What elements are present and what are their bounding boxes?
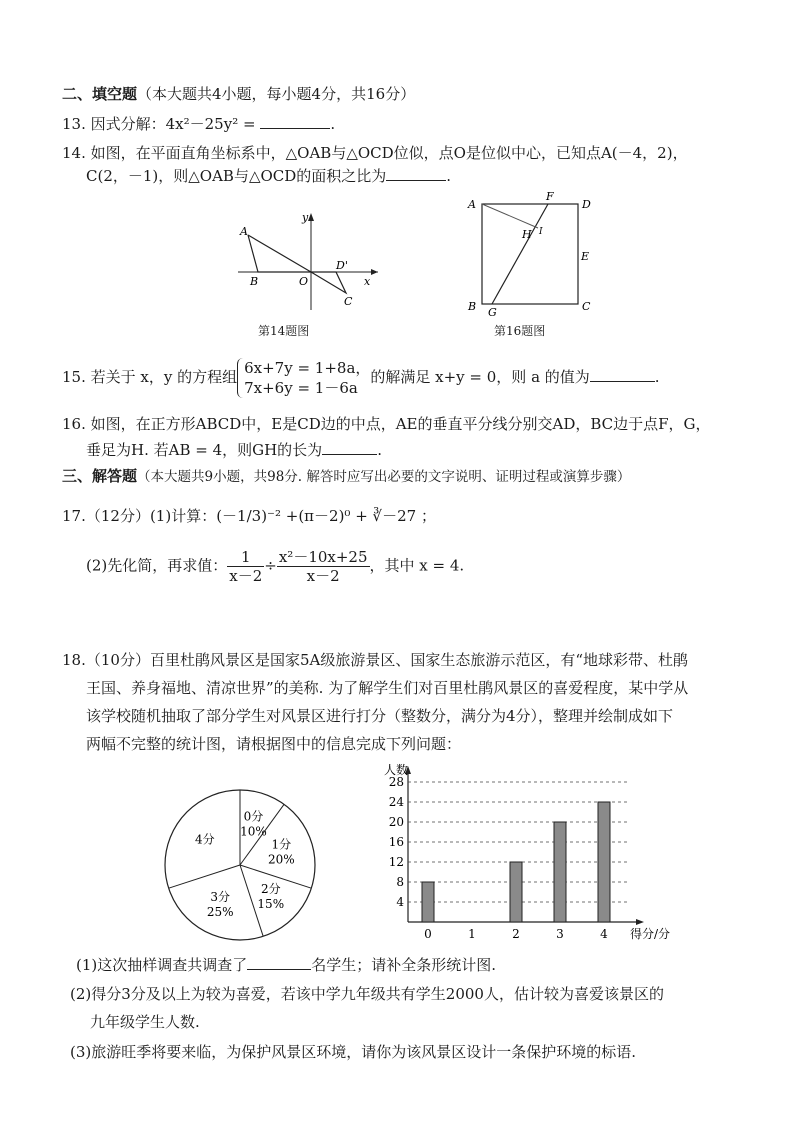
section3-header [62,466,630,487]
pie-slice-label-1: 1分 [271,837,292,852]
bar-2 [510,862,522,922]
bar-ytick-6: 28 [388,775,404,789]
q16-label-i: I [539,227,543,237]
bar-chart [360,760,671,950]
q18-sub1-b: 名学生；请补全条形统计图. [311,956,497,974]
q14-label-d: D' [336,259,348,272]
bar-ytick-5: 24 [388,795,404,809]
pie-slice-label-4: 4分 [194,832,215,847]
q17-frac1-num: 1 [227,548,264,567]
pie-slice-percent-1: 20% [268,852,295,867]
pie-slice-label-0: 0分 [243,809,264,824]
bar-0 [422,882,434,922]
x-axis-arrow [371,269,378,275]
q14-label-x: x [364,275,371,288]
q17-part2-prefix: (2)先化简，再求值： [86,556,228,575]
section2-note: （本大题共4小题，每小题4分，共16分） [137,85,416,103]
q14-label-c: C [344,295,353,308]
q18-line4: 两幅不完整的统计图，请根据图中的信息完成下列问题： [86,735,462,753]
section2-title: 二、填空题 [62,85,138,103]
bar-ytick-4: 20 [388,815,404,829]
q17-frac2-num: x²－10x+25 [278,548,368,566]
bar-y-label: 人数 [384,763,409,777]
pie-slice-label-2: 2分 [260,881,281,896]
q15-eq1: 6x+7y = 1+8a， [244,359,371,377]
q13-text: 13. 因式分解：4x²－25y² = [62,115,256,133]
q18-line2: 王国、养身福地、清凉世界”的美称. 为了解学生们对百里杜鹃风景区的喜爱程度，某中学从 [86,679,689,697]
q17-part2 [86,548,464,585]
bar-xtick-0: 0 [424,927,432,941]
q17-part1-prefix: 17.（12分）(1)计算： [62,507,217,525]
square-abcd [482,204,578,304]
q13-answer-blank[interactable] [260,114,330,129]
q18-sub1 [76,955,496,975]
q17-part1-expr: (－1/3)⁻² +(π－2)⁰ + ∛－27 ； [216,507,436,525]
q17-frac2 [277,548,370,585]
q14-line2-text: C(2，－1)，则△OAB与△OCD的面积之比为 [86,167,387,185]
q14-line2: C(2，－1)，则△OAB与△OCD的面积之比为 . [86,167,452,185]
q17-frac2-den: x－2 [306,567,340,585]
pie-slice-percent-2: 15% [257,896,285,911]
q14-figure [228,205,388,315]
bar-3 [554,822,566,922]
bar-xtick-3: 3 [556,927,564,941]
q18-line1: 18.（10分）百里杜鹃风景区是国家5A级旅游景区、国家生态旅游示范区，有“地球彩带、杜鹃 [62,651,688,669]
q14-label-b: B [250,275,259,288]
q17-part2-suffix: ，其中 x = 4. [369,556,465,575]
q16-figure [462,190,592,320]
q16-label-g: G [488,306,497,319]
q16-line2: 垂足为H. 若AB = 4，则GH的长为 . [86,441,382,459]
question-13: 13. 因式分解：4x²－25y² = . [62,115,336,133]
q18-sub1-blank[interactable] [247,955,311,970]
q17-frac1 [227,548,264,585]
q18-sub1-a: (1)这次抽样调查共调查了 [76,956,248,974]
q15-answer-blank[interactable] [590,367,655,382]
q16-label-d: D [582,198,591,211]
bar-ytick-3: 16 [388,835,404,849]
bar-x-label: 得分/分 [630,927,671,941]
bar-xtick-2: 2 [512,927,520,941]
pie-divider-4 [169,865,240,888]
q16-line1: 16. 如图，在正方形ABCD中，E是CD边的中点，AE的垂直平分线分别交AD，BC边于点F，G， [62,415,711,433]
bar-x-axis-arrow [636,919,644,925]
q16-caption: 第16题图 [494,324,546,338]
bar-ytick-0: 4 [396,895,404,909]
q15-system [237,358,370,398]
q17-div: ÷ [264,556,277,575]
q18-sub2-a: (2)得分3分及以上为较为喜爱，若该中学九年级共有学生2000人，估计较为喜爱该景区的 [70,985,664,1003]
q14-label-o: O [299,275,309,288]
line-fg [492,204,548,304]
section2-header [62,84,415,104]
triangle-ocd [311,272,346,293]
q18-sub3: (3)旅游旺季将要来临，为保护风景区环境，请你为该风景区设计一条保护环境的标语. [70,1043,637,1061]
q18-line3: 该学校随机抽取了部分学生对风景区进行打分（整数分，满分为4分），整理并绘制成如下 [86,707,674,725]
q14-line1: 14. 如图，在平面直角坐标系中，△OAB与△OCD位似，点O是位似中心，已知点A(－4，2)， [62,144,688,162]
q17-frac1-den: x－2 [229,567,263,585]
q18-sub2-b: 九年级学生人数. [90,1013,200,1031]
section3-title: 三、解答题 [62,467,138,485]
q16-label-f: F [546,190,554,203]
pie-slice-label-3: 3分 [210,889,231,904]
q16-label-e: E [581,250,590,263]
q15-suffix: 的解满足 x+y = 0，则 a 的值为 [370,368,590,386]
q16-label-b: B [468,300,477,313]
bar-ytick-2: 12 [388,855,404,869]
pie-slice-percent-0: 10% [240,824,267,839]
q16-label-h: H [522,228,532,241]
q14-label-y: y [302,211,309,224]
q14-answer-blank[interactable] [386,166,446,181]
q16-label-c: C [582,300,591,313]
bar-ytick-1: 8 [396,875,404,889]
bar-xtick-1: 1 [468,927,476,941]
question-15: 15. 若关于 x，y 的方程组 6x+7y = 1+8a， 7x+6y = 1－6a的解满足 x+y = 0，则 a 的值为 . [62,359,660,397]
pie-chart [160,785,320,945]
pie-slice-percent-3: 25% [206,904,234,919]
q15-prefix: 15. 若关于 x，y 的方程组 [62,368,238,386]
line-ah [482,204,538,228]
y-axis-arrow [308,213,314,221]
bar-4 [598,802,610,922]
bar-xtick-4: 4 [600,927,608,941]
triangle-oab [248,235,311,272]
q17-part1 [62,506,436,526]
q14-label-a: A [240,225,248,238]
q16-label-a: A [468,198,476,211]
q14-caption: 第14题图 [258,324,310,338]
q16-answer-blank[interactable] [322,440,377,455]
q16-line2-text: 垂足为H. 若AB = 4，则GH的长为 [86,441,323,459]
q15-eq2: 7x+6y = 1－6a [244,379,358,397]
section3-note: （本大题共9小题，共98分. 解答时应写出必要的文字说明、证明过程或演算步骤） [137,469,631,485]
